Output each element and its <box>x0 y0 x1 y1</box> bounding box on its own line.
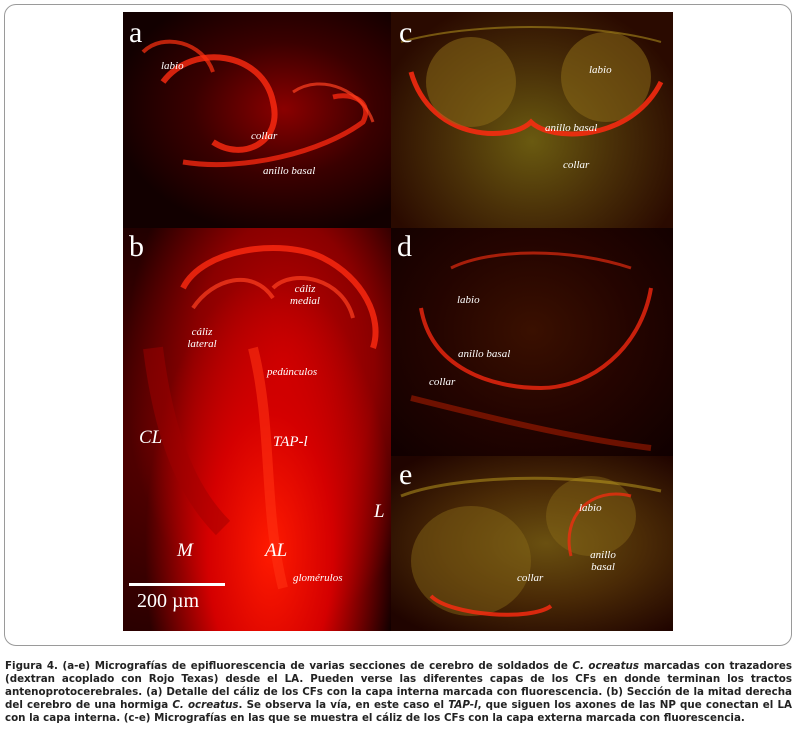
micrograph-panel-e <box>391 456 673 631</box>
micrograph-panel-d <box>391 228 673 456</box>
caption-species: C. ocreatus <box>172 699 239 711</box>
label-anillo-basal: anillo basal <box>545 122 598 134</box>
panel-a-structure <box>123 12 391 228</box>
label-caliz-lateral <box>185 326 219 350</box>
label-glomerulos: glomérulos <box>293 572 343 584</box>
label-anillo-basal: anillo basal <box>458 348 511 360</box>
label-line: medial <box>290 295 320 307</box>
label-line: cáliz <box>294 283 316 295</box>
caption-text: Figura 4. (a-e) Micrografías de epifluorescencia de varias secciones de cerebro de soldados de <box>5 660 573 672</box>
label-collar: collar <box>563 159 590 171</box>
label-line: anillo <box>590 549 616 561</box>
label-TAP: TAP-l <box>273 434 308 450</box>
micrograph-panel-a <box>123 12 391 228</box>
caption-tract: TAP-l <box>448 699 478 711</box>
panel-e-structure <box>391 456 673 631</box>
panel-d-structure <box>391 228 673 456</box>
micrograph-panel-b <box>123 228 391 631</box>
label-line: lateral <box>187 338 217 350</box>
panel-letter: c <box>399 16 413 49</box>
label-collar: collar <box>429 376 456 388</box>
label-labio: labio <box>457 294 480 306</box>
label-CL: CL <box>139 427 163 448</box>
label-anillo-basal: anillo basal <box>263 165 316 177</box>
label-collar: collar <box>517 572 544 584</box>
panel-letter: d <box>397 230 412 263</box>
caption-text: marcadas con trazadores (dextran acoplado con Rojo Texas) desde el LA. Pueden verse las diferentes capas de los CFs en donde terminan los tractos antenoprotocerebrales. (a) Detalle del cáliz de los CFs con la capa interna marcada con fluorescencia. (b) Sección de la mitad derecha del cerebro de una hormiga <box>5 660 793 711</box>
label-anillo-basal <box>583 549 623 573</box>
label-labio: labio <box>161 60 184 72</box>
scale-bar-label: 200 µm <box>137 590 200 612</box>
scale-bar <box>129 583 225 586</box>
caption-text: , que siguen los axones de las NP que conectan el LA con la capa interna. (c-e) Micrografías en las que se muestra el cáliz de los CFs con la capa externa marcada con fluorescencia. <box>5 699 792 724</box>
panel-b-structure <box>123 228 391 631</box>
figure-caption <box>5 660 792 725</box>
panel-c-structure <box>391 12 673 228</box>
panel-letter: e <box>399 458 413 491</box>
label-collar: collar <box>251 130 278 142</box>
label-AL: AL <box>265 540 288 561</box>
caption-species: C. ocreatus <box>572 660 639 672</box>
micrograph-panel-c <box>391 12 673 228</box>
label-labio: labio <box>589 64 612 76</box>
label-M: M <box>177 540 193 561</box>
caption-text: . Se observa la vía, en este caso el <box>238 699 449 711</box>
label-line: cáliz <box>191 326 213 338</box>
label-line: basal <box>591 561 615 573</box>
panel-letter: a <box>129 16 143 49</box>
label-L: L <box>374 501 385 522</box>
panel-letter: b <box>129 230 144 263</box>
label-caliz-medial <box>288 283 322 307</box>
label-pedunculos: pedúnculos <box>267 366 318 378</box>
label-labio: labio <box>579 502 602 514</box>
